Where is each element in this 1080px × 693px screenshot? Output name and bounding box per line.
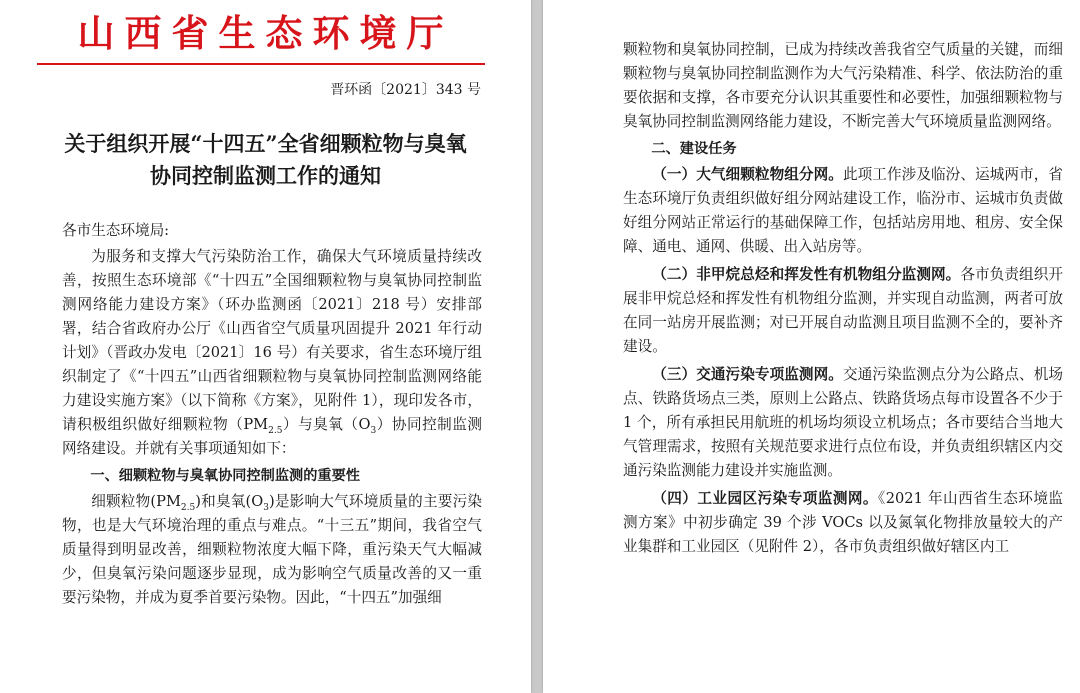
subscript: 2.5 [268,425,283,436]
text-run: ）协同控制监测网络建设。并就有关事项通知如下： [62,416,482,457]
text-run: 为服务和支撑大气污染防治工作，确保大气环境质量持续改善，按照生态环境部《“十四五”全国细颗粒物与臭氧协同控制监测网络能力建设方案》（环办监测函〔2021〕218 号）安排部署，结合省政府办公厅《山西省空气质量巩固提升 2021 年行动计划》（晋政办发电〔2021〕16 号）有关要求，省生态环境厅组织制定了《“十四五”山西省细颗粒物与臭氧协同控制监测网络能力建设实施方案》（以下简称《方案》，见附件 1），现印发各市，请积极组织做好细颗粒物（PM [62,248,482,433]
document-title [30,128,501,192]
section-heading-1: 一、细颗粒物与臭氧协同控制监测的重要性 [90,468,360,484]
text-run: ）与臭氧（O [282,416,371,433]
text-run: )和臭氧(O [195,493,264,510]
header-red-rule [37,63,485,65]
task-1-lead: （一）大气细颗粒物组分网。 [652,166,843,183]
title-line-2: 协同控制监测工作的通知 [150,163,381,188]
document-page-right [543,0,1080,693]
document-number: 晋环函〔2021〕343 号 [330,82,481,98]
text-run: 细颗粒物(PM [91,493,181,510]
task-3-text: 交通污染监测点分为公路点、机场点、铁路货场点三类，原则上公路点、铁路货场点每市设置各不少于 1 个，所有承担民用航班的机场均须设立机场点；各市要结合当地大气管理需求，按照有关规范要求进行点位布设，并负责组织辖区内交通污染监测能力建设并实施监测。 [623,366,1063,479]
salutation: 各市生态环境局: [62,222,170,239]
body-left [62,219,482,610]
task-2 [623,263,1063,359]
title-line-1: 关于组织开展“十四五”全省细颗粒物与臭氧 [64,131,467,156]
task-2-lead: （二）非甲烷总烃和挥发性有机物组分监测网。 [652,266,961,283]
body-right [623,38,1063,559]
text-run: )是影响大气环境质量的主要污染物，也是大气环境治理的重点与难点。“十三五”期间，我省空气质量得到明显改善，细颗粒物浓度大幅下降，重污染天气大幅减少，但臭氧污染问题逐步显现，成为影响空气质量改善的又一重要污染物，并成为夏季首要污染物。因此，“十四五”加强细 [62,493,482,606]
task-4-lead: （四）工业园区污染专项监测网。 [652,490,878,507]
task-1 [623,163,1063,259]
task-2-text: 各市负责组织开展非甲烷总烃和挥发性有机物组分监测，并实现自动监测，两者可放在同一站房开展监测；对已开展自动监测且项目监测不全的，要补齐建设。 [623,266,1063,355]
task-3-lead: （三）交通污染专项监测网。 [652,366,843,383]
paragraph-continued: 颗粒物和臭氧协同控制，已成为持续改善我省空气质量的关键，而细颗粒物与臭氧协同控制监测作为大气污染精准、科学、依法防治的重要依据和支撑，各市要充分认识其重要性和必要性，加强细颗粒物与臭氧协同控制监测网络能力建设，不断完善大气环境质量监测网络。 [623,41,1063,130]
issuer-header: 山西省生态环境厅 [77,11,454,55]
task-4 [623,487,1063,559]
subscript: 3 [263,502,269,513]
task-3 [623,363,1063,483]
subscript: 2.5 [180,502,196,513]
subscript: 3 [370,425,377,436]
task-4-text: 《2021 年山西省生态环境监测方案》中初步确定 39 个涉 VOCs 以及氮氧化物排放量较大的产业集群和工业园区（见附件 2），各市负责组织做好辖区内工 [623,490,1063,555]
paragraph-intro [62,245,482,461]
document-page-left [0,0,531,693]
task-1-text: 此项工作涉及临汾、运城两市，省生态环境厅负责组织做好组分网站建设工作，临汾市、运城市负责做好组分网站正常运行的基础保障工作，包括站房用地、租房、安全保障、通电、通网、供暖、出入站房等。 [623,166,1063,255]
section-heading-2: 二、建设任务 [651,141,737,157]
paragraph-importance [62,490,482,610]
